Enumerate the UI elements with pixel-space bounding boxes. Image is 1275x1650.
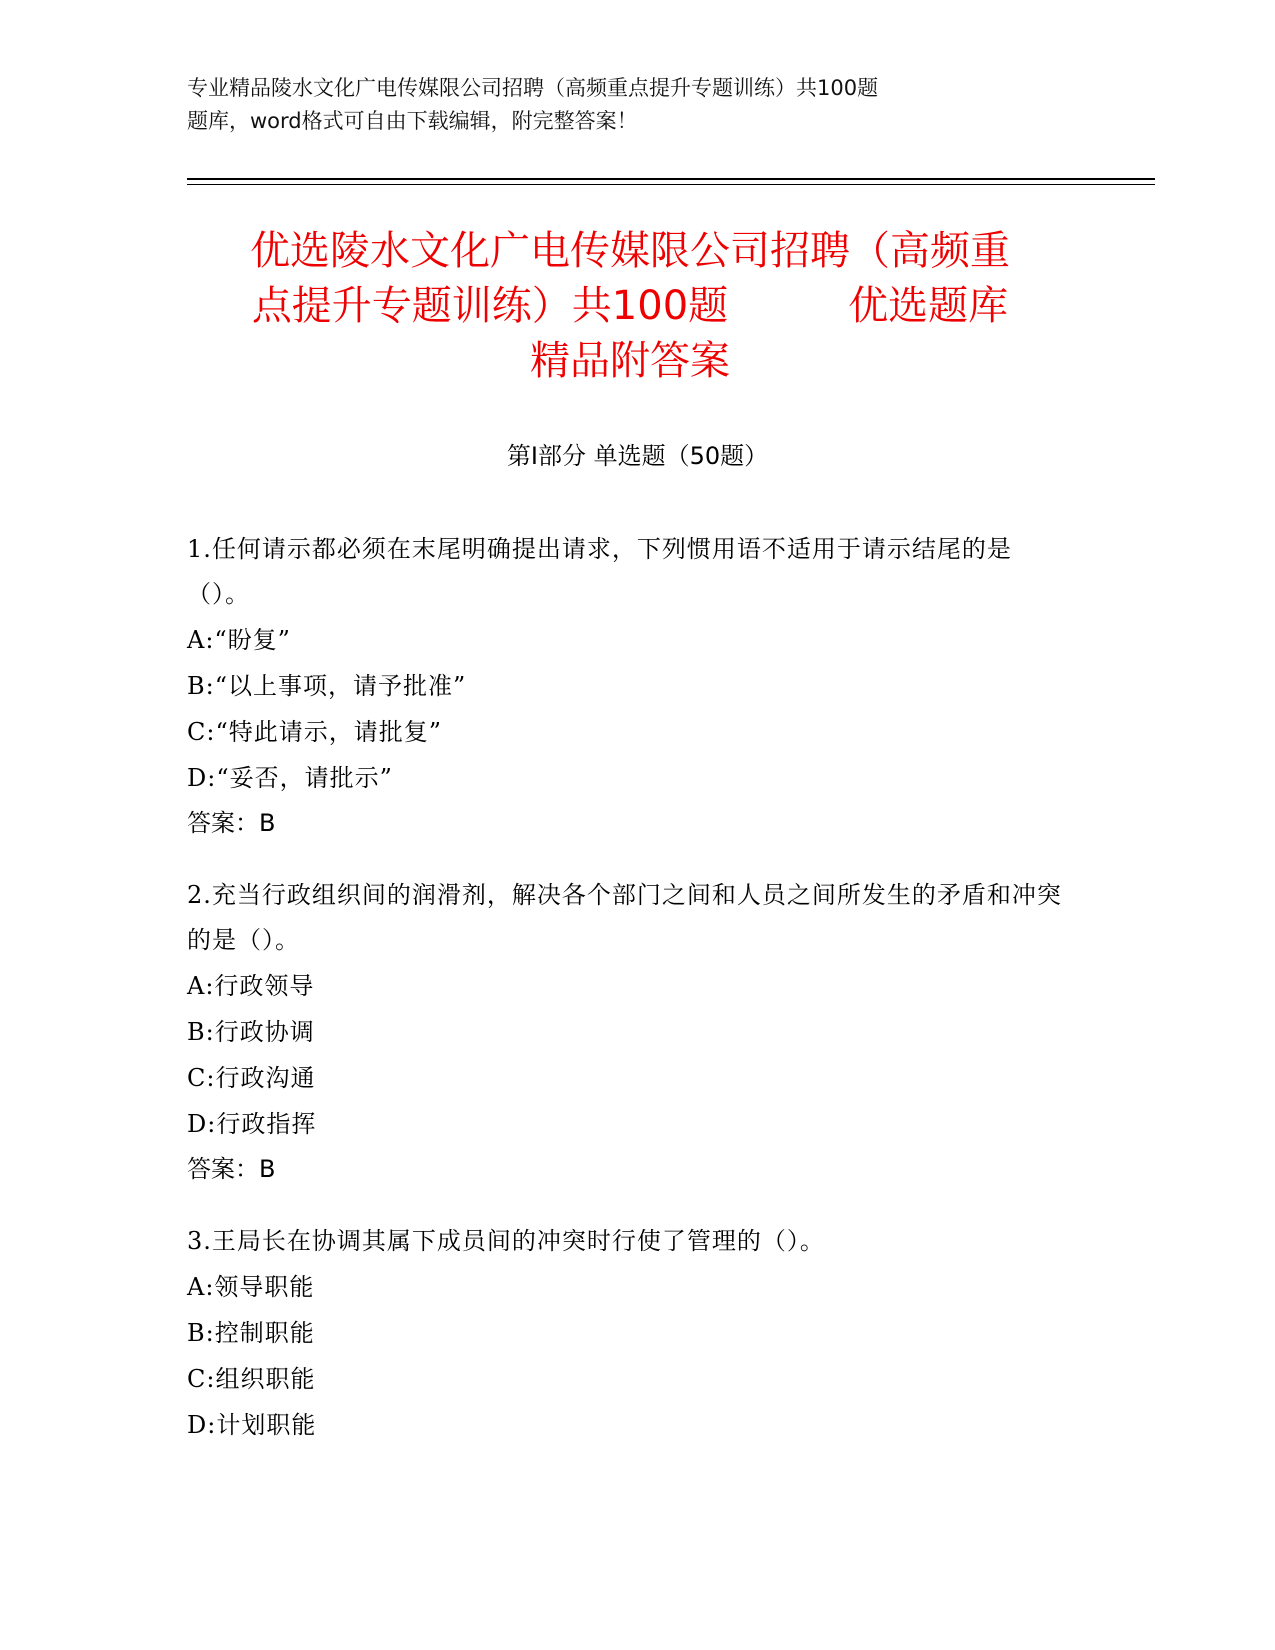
option-d: D:计划职能 (187, 1411, 317, 1439)
title-line-3: 精品附答案 (530, 338, 730, 384)
question-stem: 1.任何请示都必须在末尾明确提出请求，下列惯用语不适用于请示结尾的是（）。 (187, 535, 1012, 608)
option-c: C:组织职能 (187, 1365, 316, 1393)
question-stem: 3.王局长在协调其属下成员间的冲突时行使了管理的（）。 (187, 1227, 825, 1255)
title-line-1: 优选陵水文化广电传媒限公司招聘（高频重 (250, 228, 1010, 274)
answer: 答案：B (187, 809, 276, 837)
header-line-1: 专业精品陵水文化广电传媒限公司招聘（高频重点提升专题训练）共100题 (187, 76, 879, 100)
header-divider-thick (187, 178, 1155, 180)
answer: 答案：B (187, 1155, 276, 1183)
option-d: D:“妥否，请批示” (187, 764, 393, 792)
option-b: B:“以上事项，请予批准” (187, 672, 467, 700)
option-d: D:行政指挥 (187, 1110, 317, 1138)
question-3 (187, 1219, 1067, 1448)
option-a: A:领导职能 (187, 1273, 315, 1301)
option-a: A:“盼复” (187, 626, 291, 654)
question-stem: 2.充当行政组织间的润滑剂，解决各个部门之间和人员之间所发生的矛盾和冲突的是（）。 (187, 881, 1062, 954)
section-title: 第Ⅰ部分 单选题（50题） (506, 442, 769, 470)
option-c: C:“特此请示，请批复” (187, 718, 442, 746)
document-title (190, 224, 1070, 389)
option-c: C:行政沟通 (187, 1064, 316, 1092)
question-2 (187, 873, 1067, 1191)
header-divider-thin (187, 184, 1155, 185)
option-b: B:行政协调 (187, 1018, 315, 1046)
option-a: A:行政领导 (187, 972, 315, 1000)
document-header (187, 72, 1027, 138)
option-b: B:控制职能 (187, 1319, 315, 1347)
question-1 (187, 527, 1067, 845)
title-line-2: 点提升专题训练）共100题 优选题库 (251, 283, 1009, 329)
question-list (187, 527, 1067, 1476)
header-line-2: 题库，word格式可自由下载编辑，附完整答案！ (187, 109, 638, 133)
